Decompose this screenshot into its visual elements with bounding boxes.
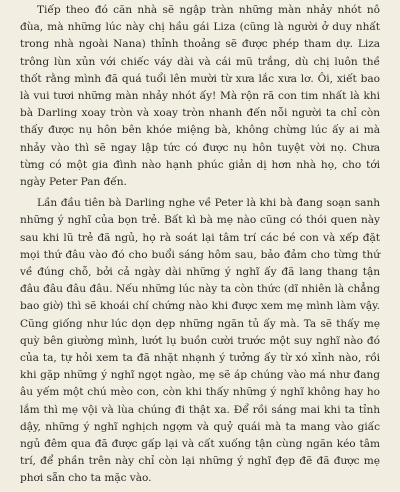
text-body [20,2,380,492]
paragraph-2: Lần đầu tiên bà Darling nghe về Peter là khi bà đang soạn sanh những ý nghĩ của bọn trẻ. Bất kì bà mẹ nào cũng có thói quen này sau khi lũ trẻ đã ngủ, họ rà soát lại tâm trí các bé con và xếp đặt mọi thứ đâu vào đó cho buổi sáng hôm sau, bảo đảm cho từng thứ về đúng chỗ, bởi cả ngày dài những ý nghĩ ấy đã lang thang tận đâu đâu đâu đâu. Nếu những lúc này ta còn thức (dĩ nhiên là chẳng bao giờ) thì sẽ khoái chí chứng nào khi được xem mẹ mình làm vậy. Cũng giống như lúc dọn dẹp những ngăn tủ ấy mà. Ta sẽ thấy mẹ quỳ bên giường mình, lướt lụ buồn cười trước một suy nghĩ nào đó của ta, tự hỏi xem ta đã nhặt nhạnh ý tưởng ấy từ xó xỉnh nào, rồi khi gặp những ý nghĩ ngọt ngào, mẹ sẽ áp chúng vào má như đang âu yếm một chú mèo con, còn khi thấy những ý nghĩ không hay ho lắm thì mẹ vội và lùa chúng đi thật xa. Để rồi sáng mai khi ta tỉnh dậy, những ý nghĩ nghịch ngợm và quỷ quái mà ta mang vào giấc ngủ đêm qua đã được gấp lại và cất xuống tận cùng ngăn kéo tâm trí, để phần trên này chỉ còn lại những ý nghĩ đẹp đẽ đã được mẹ phơi sẵn cho ta mặc vào. [20,197,380,485]
paragraph-1: Tiếp theo đó căn nhà sẽ ngập tràn những màn nhảy nhót nô đùa, mà những lúc này chị hầu gái Liza (cũng là người ở duy nhất trong nhà ngoài Nana) thỉnh thoảng sẽ được phép tham dự. Liza trông lùn xủn với chiếc váy dài và cái mũ trắng, dù chị luôn thề thốt rằng mình đã quá tuổi lên mười từ xưa lắc xưa lơ. Ôi, xiết bao là vui tươi những màn nhảy nhót ấy! Mà rộn rã con tim nhất là khi bà Darling xoay tròn và xoay tròn nhanh đến nỗi người ta chỉ còn thấy được nụ hôn bên khóe miệng bà, không chừng lúc ấy ai mà nhảy vào thì sẽ ngay lập tức có được nụ hôn tuyệt vời nọ. Chưa từng có một gia đình nào hạnh phúc giản dị hơn nhà họ, cho tới ngày Peter Pan đến. [20,4,380,189]
